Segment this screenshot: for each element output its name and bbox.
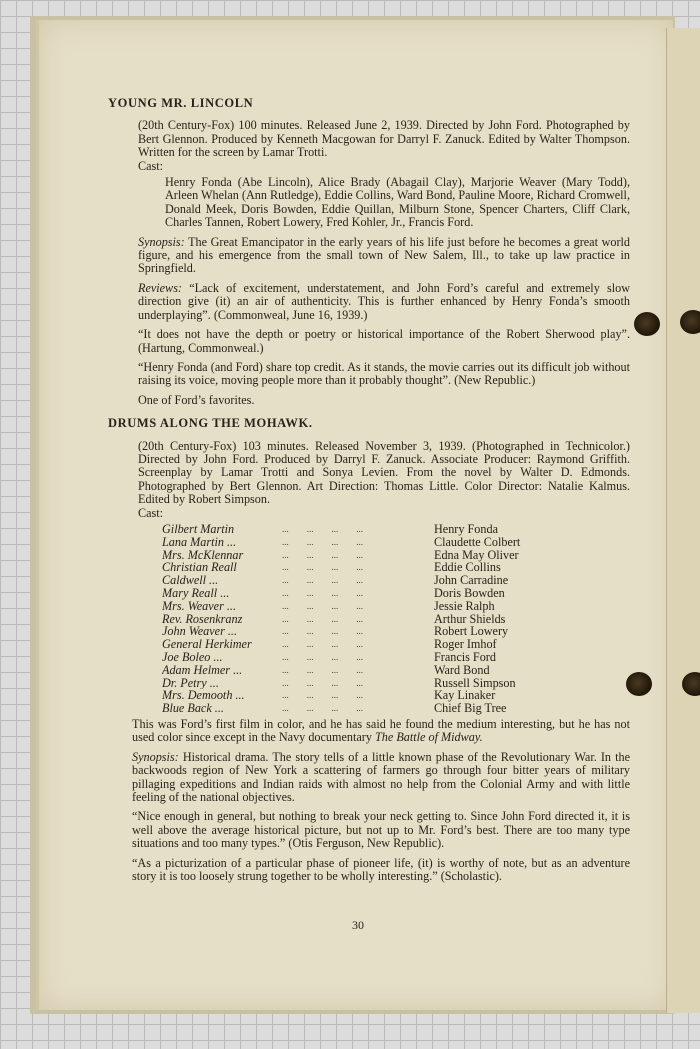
review: [138, 361, 630, 388]
leader-dots: ... ... ... ...: [282, 549, 363, 560]
cast-actor: Arthur Shields: [434, 611, 506, 626]
synopsis-label: Synopsis:: [132, 749, 179, 764]
cast-role: Adam Helmer ...: [162, 663, 243, 677]
leader-dots: ... ... ... ...: [282, 575, 363, 586]
leader-dots: ... ... ... ...: [282, 626, 363, 637]
review-source: (Hartung, Commonweal.): [138, 340, 264, 355]
leader-dots: ... ... ... ...: [282, 639, 363, 650]
synopsis-label: Synopsis:: [138, 234, 185, 249]
review-text: “Lack of excitement, understatement, and John Ford’s careful and extremely slow direction give (it) an air of authenticity. This is further enhanced by Henry Fonda’s smooth underplaying”.: [138, 280, 631, 322]
leader-dots: ... ... ... ...: [282, 536, 363, 547]
film-title: DRUMS ALONG THE MOHAWK.: [108, 416, 313, 431]
cast-row: [162, 625, 630, 638]
review: [138, 328, 630, 355]
leader-dots: ... ... ... ...: [282, 613, 363, 624]
cast-role: Mrs. McKlennar: [162, 548, 244, 562]
review-source: (New Republic.): [454, 373, 536, 388]
leader-dots: ... ... ... ...: [282, 587, 363, 598]
cast-actor: Chief Big Tree: [434, 701, 507, 716]
binding-hole-top: [634, 312, 660, 336]
review-source: (Commonweal, June 16, 1939.): [213, 307, 368, 322]
cast-row: [162, 549, 630, 562]
review-source: (Otis Ferguson, New Republic).: [288, 836, 445, 851]
cast-role: John Weaver ...: [162, 625, 238, 639]
film-title: YOUNG MR. LINCOLN: [108, 96, 254, 110]
cast-role: Blue Back ...: [162, 702, 224, 715]
cast-actor: Doris Bowden: [434, 585, 505, 600]
page-content: [110, 97, 630, 889]
cast-actor: Russell Simpson: [434, 675, 516, 690]
cast-actor: Jessie Ralph: [434, 598, 495, 613]
film-entry-drums-along-the-mohawk: [110, 417, 630, 883]
leader-dots: ... ... ... ...: [282, 703, 363, 714]
synopsis-text: Historical drama. The story tells of a little known phase of the Revolutionary War. In the backwoods region of New York a scattering of farmers go through four bitter years of military pillaging expeditions and Indian raids with almost no help from the Colonial Army and with little feeling of the national objectives.: [132, 749, 631, 804]
cast-role: Rev. Rosenkranz: [162, 612, 243, 626]
note: [132, 718, 630, 745]
cast-role: Christian Reall: [162, 561, 237, 575]
cast-row: [162, 702, 630, 715]
leader-dots: ... ... ... ...: [282, 677, 363, 688]
cast-role: General Herkimer: [162, 638, 252, 651]
review-text: “It does not have the depth or poetry or historical importance of the Robert Sherwood play”.: [138, 327, 630, 342]
cast-row: [162, 664, 630, 677]
note: One of Ford’s favorites.: [138, 392, 255, 407]
cast-label: Cast:: [138, 505, 164, 520]
note-film-title: The Battle of Midway.: [375, 730, 483, 745]
cast-table: [162, 523, 630, 715]
cast-actor: Ward Bond: [434, 662, 490, 677]
leader-dots: ... ... ... ...: [282, 690, 363, 701]
cast-actor: Henry Fonda: [434, 521, 498, 536]
cast-actor: Edna May Oliver: [434, 547, 519, 562]
cast-label: Cast:: [138, 158, 164, 173]
cast-role: Lana Martin ...: [162, 535, 237, 549]
cast-role: Joe Boleo ...: [162, 650, 223, 664]
cast-row: [162, 613, 630, 626]
synopsis: [138, 236, 630, 276]
cast-actor: Francis Ford: [434, 649, 496, 664]
cast-role: Mrs. Demooth ...: [162, 689, 245, 703]
cast-row: [162, 536, 630, 549]
cast-row: [162, 561, 630, 574]
cast-actor: Kay Linaker: [434, 688, 496, 703]
synopsis-text: The Great Emancipator in the early years of his life just before he becomes a great world figure, and his emergence from the small town of New Salem, Ill., to take up law practice in Springfield.: [138, 234, 630, 276]
cast-role: Mary Reall ...: [162, 586, 230, 600]
cast-actor: Claudette Colbert: [434, 534, 521, 549]
cast-row: [162, 587, 630, 600]
cast-row: [162, 689, 630, 702]
cast-actor: John Carradine: [434, 573, 509, 588]
cast-role: Mrs. Weaver ...: [162, 599, 237, 613]
cast-role: Gilbert Martin: [162, 522, 235, 536]
cast-actor: Robert Lowery: [434, 624, 509, 639]
synopsis: [132, 751, 630, 805]
film-credits: (20th Century-Fox) 100 minutes. Released June 2, 1939. Directed by John Ford. Photographed by Bert Glennon. Produced by Kenneth Macgowan for Darryl F. Zanuck. Edited by Walter Thompson. Written for the screen by Lamar Trotti.: [138, 118, 630, 160]
review: [138, 282, 630, 322]
cast-row: [162, 523, 630, 536]
binding-hole-top-right: [680, 310, 700, 334]
cast-row: [162, 600, 630, 613]
cast-actor: Eddie Collins: [434, 560, 501, 575]
leader-dots: ... ... ... ...: [282, 600, 363, 611]
review: [132, 810, 630, 850]
cast-list: Henry Fonda (Abe Lincoln), Alice Brady (Abagail Clay), Marjorie Weaver (Mary Todd), Arleen Whelan (Ann Rutledge), Eddie Collins, Ward Bond, Pauline Moore, Richard Cromwell, Donald Meek, Doris Bowden, Eddie Quillan, Milburn Stone, Spencer Charters, Cliff Clark, Charles Tannen, Robert Lowery, Fred Kohler, Jr., Francis Ford.: [165, 175, 630, 230]
cast-actor: Roger Imhof: [434, 637, 497, 652]
review: [132, 857, 630, 884]
note-text: This was Ford’s first film in color, and he has said he found the medium interesting, but he has not used color since except in the Navy documentary: [132, 716, 630, 745]
review-text: “Henry Fonda (and Ford) share top credit. As it stands, the movie carries out its difficult job without raising its voice, moving people more than it probably thought”.: [138, 359, 630, 388]
cast-role: Caldwell ...: [162, 574, 219, 587]
reviews-label: Reviews:: [138, 280, 182, 295]
leader-dots: ... ... ... ...: [282, 562, 363, 573]
cast-row: [162, 574, 630, 587]
cast-row: [162, 677, 630, 690]
film-credits: (20th Century-Fox) 103 minutes. Released November 3, 1939. (Photographed in Technicolor.) Directed by John Ford. Produced by Darryl F. Zanuck. Associate Producer: Raymond Griffith. Screenplay by Lamar Trotti and Sonya Levien. From the novel by Walter D. Edmonds. Photographed by Bert Glennon. Art Direction: Thomas Little. Color Director: Natalie Kalmus. Edited by Robert Simpson.: [138, 438, 630, 507]
next-page-edge: [666, 28, 700, 1013]
cast-row: [162, 651, 630, 664]
film-entry-young-mr-lincoln: [110, 97, 630, 407]
review-text: “Nice enough in general, but nothing to break your neck getting to. Since John Ford directed it, it is well above the average historical picture, but not up to Mr. Ford’s best. There are too many type situations and too many types.”: [132, 809, 630, 851]
leader-dots: ... ... ... ...: [282, 651, 363, 662]
leader-dots: ... ... ... ...: [282, 664, 363, 675]
cast-row: [162, 638, 630, 651]
cast-role: Dr. Petry ...: [162, 676, 219, 690]
page-number: 30: [352, 918, 364, 932]
review-text: “As a picturization of a particular phase of pioneer life, (it) is worthy of note, but as an adventure story it is too loosely strung together to be wholly interesting.” (Scholastic).: [132, 855, 630, 883]
leader-dots: ... ... ... ...: [282, 523, 363, 534]
